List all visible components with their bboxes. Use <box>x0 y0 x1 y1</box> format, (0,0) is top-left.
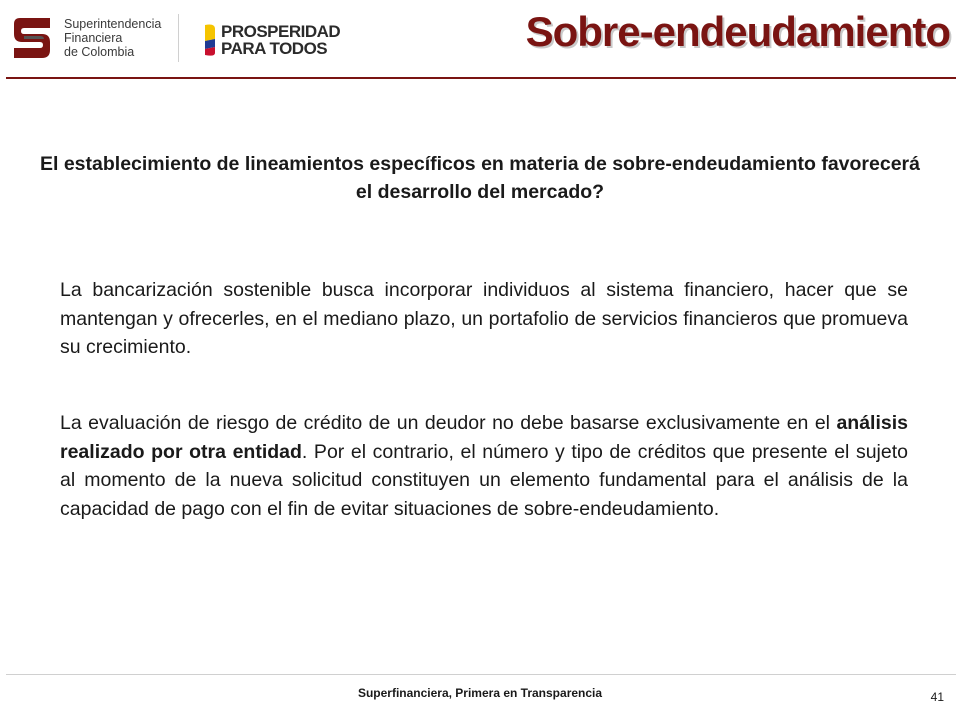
slide-header <box>0 0 960 78</box>
colombia-flag-icon <box>203 23 217 57</box>
paragraph-emphasis: análisis realizado por otra entidad <box>60 412 908 463</box>
logo-line: PARA TODOS <box>221 39 328 58</box>
logo-line: PROSPERIDAD <box>221 22 341 41</box>
title-underline <box>6 77 956 79</box>
paragraph-text: La evaluación de riesgo de crédito de un deudor no debe basarse exclusivamente en el <box>60 412 837 434</box>
logo-divider <box>178 14 179 62</box>
paragraph-evaluacion-riesgo <box>60 409 908 523</box>
paragraph-bancarizacion: La bancarización sostenible busca incorporar individuos al sistema financiero, hacer que se mantengan y ofrecerles, en el mediano plazo, un portafolio de servicios financieros que promueva su crecimiento. <box>60 279 908 358</box>
superfinanciera-logo <box>8 12 178 64</box>
prosperidad-logo <box>203 18 353 62</box>
superfinanciera-logo-text <box>64 17 161 59</box>
slide-question: El establecimiento de lineamientos específicos en materia de sobre-endeudamiento favorecerá el desarrollo del mercado? <box>40 153 920 203</box>
footer-divider <box>6 674 956 675</box>
prosperidad-logo-text <box>221 23 340 57</box>
logo-line: Superintendencia <box>64 17 162 31</box>
page-number: 41 <box>930 690 944 704</box>
logo-line: Financiera <box>64 31 123 45</box>
logo-line: de Colombia <box>64 45 135 59</box>
paragraph-text: . Por el contrario, el número y tipo de créditos que presente el sujeto al momento de la nueva solicitud constituyen un elemento fundamental para el análisis de la capacidad de pago con el fin de evitar situaciones de sobre-endeudamiento. <box>60 440 908 520</box>
slide-title: Sobre-endeudamiento <box>525 8 950 55</box>
footer-tagline: Superfinanciera, Primera en Transparencia <box>357 686 603 700</box>
superfinanciera-emblem-icon <box>8 14 56 62</box>
